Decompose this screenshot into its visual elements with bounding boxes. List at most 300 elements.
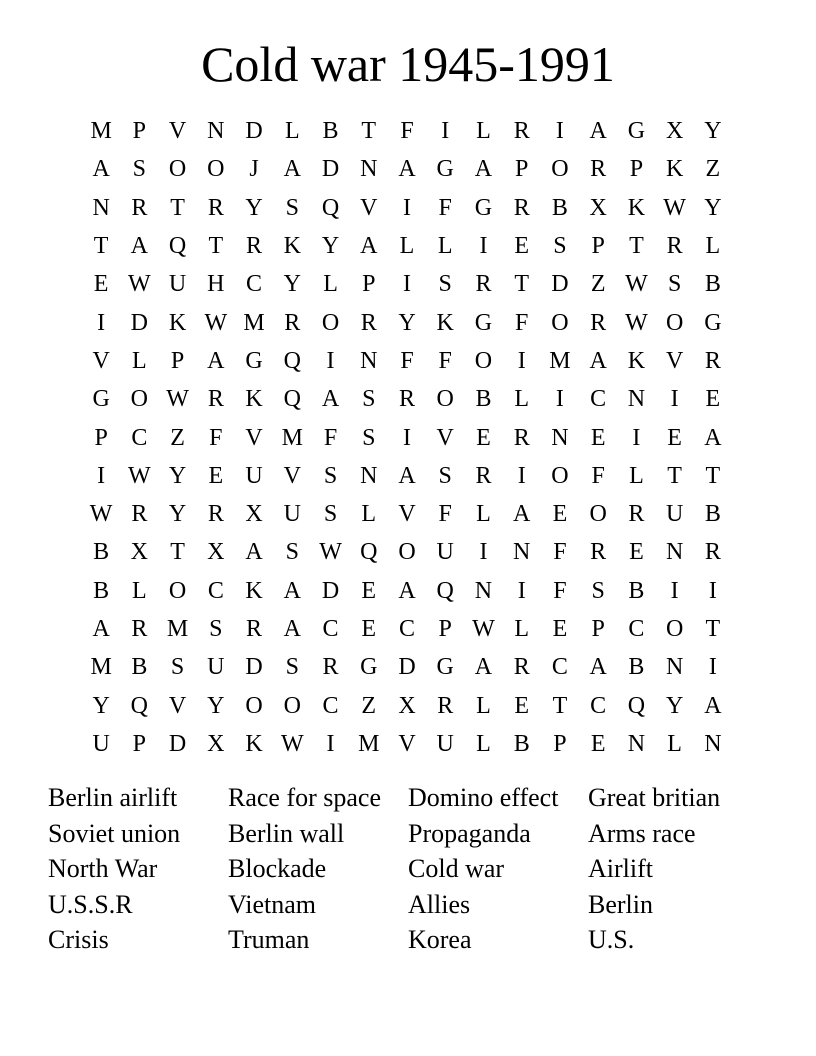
grid-letter[interactable]: Y <box>704 194 722 221</box>
grid-letter[interactable]: O <box>130 386 149 413</box>
grid-letter[interactable]: O <box>398 539 416 566</box>
grid-letter[interactable]: Z <box>705 156 721 183</box>
grid-letter[interactable]: S <box>285 539 299 566</box>
grid-letter[interactable]: R <box>437 692 454 719</box>
grid-letter[interactable]: S <box>323 462 338 489</box>
grid-letter[interactable]: Y <box>398 309 416 336</box>
grid-letter[interactable]: R <box>360 309 377 336</box>
grid-letter[interactable]: B <box>93 539 110 566</box>
grid-letter[interactable]: V <box>665 347 684 374</box>
grid-letter[interactable]: W <box>166 386 189 413</box>
grid-letter[interactable]: W <box>128 462 151 489</box>
grid-letter[interactable]: Y <box>92 692 110 719</box>
grid-letter[interactable]: C <box>628 616 645 642</box>
grid-letter[interactable]: D <box>551 271 569 298</box>
grid-letter[interactable]: R <box>475 462 492 489</box>
grid-letter[interactable]: N <box>704 730 722 757</box>
grid-letter[interactable]: X <box>665 118 684 145</box>
grid-row <box>82 648 732 686</box>
grid-letter[interactable]: X <box>589 194 607 221</box>
word-list-item: Arms race <box>588 818 696 848</box>
grid-letter[interactable]: E <box>590 730 606 757</box>
grid-letter[interactable]: P <box>553 730 567 757</box>
grid-letter[interactable]: D <box>321 156 340 183</box>
grid-letter[interactable]: N <box>665 654 684 681</box>
grid-letter[interactable]: F <box>209 424 223 451</box>
grid-letter[interactable]: F <box>553 577 567 604</box>
grid-letter[interactable]: O <box>436 386 454 413</box>
grid-letter[interactable]: V <box>436 424 454 451</box>
grid-letter[interactable]: S <box>591 577 605 604</box>
grid-letter[interactable]: L <box>399 233 415 260</box>
grid-letter[interactable]: G <box>627 118 646 145</box>
grid-letter[interactable]: M <box>281 424 303 451</box>
grid-letter[interactable]: D <box>168 730 187 757</box>
grid-letter[interactable]: V <box>360 194 378 221</box>
grid-letter[interactable]: I <box>517 577 526 604</box>
grid-letter[interactable]: G <box>474 309 493 336</box>
grid-letter[interactable]: C <box>590 692 607 719</box>
grid-letter[interactable]: I <box>97 462 106 489</box>
grid-letter[interactable]: P <box>170 347 185 374</box>
grid-letter[interactable]: K <box>245 730 263 757</box>
grid-letter[interactable]: Y <box>168 501 187 528</box>
grid-letter[interactable]: L <box>476 730 491 757</box>
grid-letter[interactable]: F <box>438 194 452 221</box>
grid-letter[interactable]: E <box>476 424 491 451</box>
grid-letter[interactable]: A <box>283 616 301 642</box>
grid-letter[interactable]: W <box>204 309 228 336</box>
grid-letter[interactable]: T <box>361 118 377 145</box>
grid-letter[interactable]: T <box>170 539 185 566</box>
grid-letter[interactable]: F <box>591 462 605 489</box>
grid-letter[interactable]: N <box>360 462 378 489</box>
grid-letter[interactable]: R <box>131 616 148 642</box>
grid-letter[interactable]: R <box>704 539 721 566</box>
grid-letter[interactable]: L <box>629 462 644 489</box>
grid-letter[interactable]: V <box>398 730 416 757</box>
grid-letter[interactable]: W <box>89 501 113 528</box>
grid-letter[interactable]: A <box>321 386 340 413</box>
grid-letter[interactable]: G <box>436 156 454 183</box>
grid-letter[interactable]: I <box>479 539 488 566</box>
grid-letter[interactable]: Y <box>245 194 263 221</box>
grid-letter[interactable]: P <box>132 118 147 145</box>
grid-letter[interactable]: C <box>551 654 568 681</box>
grid-letter[interactable]: E <box>514 233 530 260</box>
grid-letter[interactable]: N <box>627 386 646 413</box>
grid-letter[interactable]: B <box>131 654 148 681</box>
grid-letter[interactable]: R <box>398 386 415 413</box>
grid-letter[interactable]: T <box>170 194 185 221</box>
grid-letter[interactable]: R <box>590 309 607 336</box>
grid-letter[interactable]: A <box>92 616 110 642</box>
word-list-item: North War <box>48 854 158 883</box>
grid-letter[interactable]: R <box>704 347 721 374</box>
grid-letter[interactable]: M <box>90 654 112 681</box>
grid-letter[interactable]: O <box>665 616 684 642</box>
grid-letter[interactable]: Y <box>321 233 340 260</box>
word-list-item: Allies <box>408 889 471 919</box>
grid-letter[interactable]: Q <box>321 194 340 221</box>
grid-letter[interactable]: W <box>663 194 686 221</box>
grid-letter[interactable]: A <box>589 347 607 374</box>
grid-letter[interactable]: T <box>208 233 224 260</box>
grid-letter[interactable]: A <box>589 118 607 145</box>
grid-letter[interactable]: F <box>438 347 452 374</box>
grid-letter[interactable]: Q <box>283 347 301 374</box>
grid-letter[interactable]: A <box>283 156 301 183</box>
grid-letter[interactable]: A <box>474 654 493 681</box>
grid-letter[interactable]: S <box>209 616 223 642</box>
grid-letter[interactable]: E <box>93 271 109 298</box>
grid-letter[interactable]: S <box>362 386 376 413</box>
grid-letter[interactable]: V <box>283 462 301 489</box>
grid-letter[interactable]: R <box>590 156 607 183</box>
grid-letter[interactable]: K <box>627 194 646 221</box>
grid-letter[interactable]: P <box>132 730 147 757</box>
grid-letter[interactable]: E <box>208 462 224 489</box>
grid-letter[interactable]: G <box>245 347 263 374</box>
grid-letter[interactable]: U <box>436 539 454 566</box>
grid-letter[interactable]: S <box>285 194 299 221</box>
word-list <box>48 781 788 959</box>
grid-letter[interactable]: O <box>207 156 225 183</box>
grid-letter[interactable]: G <box>436 654 454 681</box>
grid-letter[interactable]: I <box>670 577 679 604</box>
grid-letter[interactable]: I <box>670 386 679 413</box>
grid-letter[interactable]: R <box>590 539 607 566</box>
grid-letter[interactable]: A <box>513 501 531 528</box>
grid-letter[interactable]: F <box>515 309 529 336</box>
grid-row <box>82 342 732 380</box>
grid-letter[interactable]: K <box>627 347 646 374</box>
grid-letter[interactable]: Q <box>130 692 149 719</box>
grid-letter[interactable]: R <box>513 654 530 681</box>
grid-letter[interactable]: L <box>514 386 530 413</box>
grid-letter[interactable]: N <box>207 118 225 145</box>
grid-letter[interactable]: U <box>283 501 301 528</box>
grid-letter[interactable]: E <box>667 424 682 451</box>
grid-letter[interactable]: A <box>474 156 493 183</box>
grid-letter[interactable]: T <box>552 692 568 719</box>
grid-letter[interactable]: L <box>132 347 147 374</box>
grid-letter[interactable]: X <box>207 539 225 566</box>
grid-letter[interactable]: L <box>437 233 453 260</box>
grid-letter[interactable]: C <box>398 616 415 642</box>
grid-letter[interactable]: R <box>666 233 683 260</box>
grid-letter[interactable]: R <box>207 501 224 528</box>
grid-letter[interactable]: O <box>551 462 569 489</box>
grid-letter[interactable]: A <box>398 577 416 604</box>
grid-letter[interactable]: L <box>132 577 147 604</box>
grid-letter[interactable]: X <box>398 692 416 719</box>
grid-letter[interactable]: V <box>168 692 187 719</box>
grid-letter[interactable]: Q <box>168 233 187 260</box>
grid-letter[interactable]: R <box>246 233 263 260</box>
grid-letter[interactable]: E <box>361 577 377 604</box>
grid-row <box>82 533 732 571</box>
grid-letter[interactable]: I <box>708 577 717 604</box>
grid-letter[interactable]: D <box>245 654 263 681</box>
grid-letter[interactable]: R <box>246 616 263 642</box>
grid-letter[interactable]: R <box>513 424 530 451</box>
grid-row <box>82 418 732 456</box>
grid-letter[interactable]: E <box>705 386 721 413</box>
grid-letter[interactable]: P <box>591 616 605 642</box>
grid-letter[interactable]: P <box>438 616 452 642</box>
grid-letter[interactable]: L <box>476 118 491 145</box>
grid-row <box>82 686 732 724</box>
grid-letter[interactable]: G <box>92 386 110 413</box>
grid-letter[interactable]: U <box>168 271 187 298</box>
grid-letter[interactable]: L <box>476 501 491 528</box>
grid-letter[interactable]: I <box>517 347 526 374</box>
grid-letter[interactable]: J <box>249 156 259 183</box>
grid-letter[interactable]: B <box>322 118 339 145</box>
grid-letter[interactable]: B <box>628 577 645 604</box>
grid-letter[interactable]: K <box>245 577 263 604</box>
grid-letter[interactable]: B <box>475 386 492 413</box>
grid-letter[interactable]: B <box>704 501 721 528</box>
grid-letter[interactable]: K <box>283 233 301 260</box>
grid-letter[interactable]: B <box>628 654 645 681</box>
grid-letter[interactable]: S <box>285 654 299 681</box>
grid-letter[interactable]: A <box>245 539 263 566</box>
grid-letter[interactable]: B <box>551 194 568 221</box>
grid-letter[interactable]: A <box>398 156 416 183</box>
grid-letter[interactable]: O <box>551 156 569 183</box>
grid-letter[interactable]: P <box>94 424 108 451</box>
grid-letter[interactable]: S <box>667 271 682 298</box>
grid-letter[interactable]: V <box>168 118 187 145</box>
grid-letter[interactable]: I <box>402 194 411 221</box>
grid-letter[interactable]: E <box>552 501 568 528</box>
grid-letter[interactable]: N <box>360 156 378 183</box>
grid-letter[interactable]: W <box>625 271 648 298</box>
grid-letter[interactable]: I <box>517 462 526 489</box>
grid-letter[interactable]: A <box>589 654 607 681</box>
grid-letter[interactable]: Y <box>665 692 684 719</box>
grid-letter[interactable]: R <box>628 501 645 528</box>
grid-letter[interactable]: R <box>207 386 224 413</box>
grid-letter[interactable]: T <box>629 233 644 260</box>
grid-row <box>82 725 732 763</box>
grid-letter[interactable]: A <box>130 233 149 260</box>
grid-letter[interactable]: S <box>132 156 147 183</box>
grid-letter[interactable]: B <box>93 577 110 604</box>
grid-letter[interactable]: L <box>323 271 338 298</box>
grid-letter[interactable]: C <box>322 616 339 642</box>
grid-letter[interactable]: A <box>283 577 301 604</box>
grid-letter[interactable]: O <box>321 309 340 336</box>
grid-letter[interactable]: R <box>322 654 339 681</box>
grid-letter[interactable]: H <box>207 271 225 298</box>
grid-letter[interactable]: S <box>438 462 452 489</box>
grid-letter[interactable]: O <box>551 309 569 336</box>
grid-letter[interactable]: E <box>552 616 568 642</box>
grid-letter[interactable]: W <box>128 271 151 298</box>
grid-letter[interactable]: T <box>667 462 682 489</box>
grid-letter[interactable]: I <box>402 424 411 451</box>
grid-letter[interactable]: I <box>555 386 564 413</box>
grid-letter[interactable]: S <box>362 424 376 451</box>
grid-letter[interactable]: M <box>549 347 571 374</box>
grid-letter[interactable]: R <box>513 194 530 221</box>
grid-letter[interactable]: G <box>704 309 722 336</box>
grid-letter[interactable]: F <box>400 118 414 145</box>
grid-letter[interactable]: R <box>513 118 530 145</box>
grid-letter[interactable]: I <box>708 654 717 681</box>
grid-letter[interactable]: K <box>245 386 263 413</box>
grid-letter[interactable]: W <box>472 616 495 642</box>
grid-letter[interactable]: Z <box>590 271 606 298</box>
grid-letter[interactable]: O <box>168 156 187 183</box>
grid-letter[interactable]: I <box>402 271 411 298</box>
grid-letter[interactable]: S <box>170 654 185 681</box>
grid-letter[interactable]: T <box>705 462 721 489</box>
grid-letter[interactable]: N <box>513 539 531 566</box>
grid-letter[interactable]: I <box>326 347 335 374</box>
grid-letter[interactable]: D <box>321 577 340 604</box>
grid-letter[interactable]: K <box>168 309 187 336</box>
grid-letter[interactable]: Q <box>283 386 301 413</box>
grid-letter[interactable]: E <box>514 692 530 719</box>
grid-letter[interactable]: X <box>245 501 263 528</box>
grid-letter[interactable]: T <box>93 233 109 260</box>
grid-letter[interactable]: P <box>362 271 376 298</box>
grid-letter[interactable]: F <box>400 347 414 374</box>
grid-letter[interactable]: F <box>323 424 338 451</box>
grid-letter[interactable]: B <box>704 271 721 298</box>
grid-letter[interactable]: O <box>474 347 493 374</box>
grid-letter[interactable]: X <box>207 730 225 757</box>
grid-letter[interactable]: V <box>245 424 263 451</box>
grid-letter[interactable]: K <box>665 156 684 183</box>
grid-letter[interactable]: Y <box>207 692 225 719</box>
grid-letter[interactable]: V <box>92 347 110 374</box>
grid-letter[interactable]: N <box>551 424 569 451</box>
grid-letter[interactable]: I <box>632 424 641 451</box>
grid-letter[interactable]: A <box>360 233 378 260</box>
grid-letter[interactable]: M <box>90 118 112 145</box>
grid-letter[interactable]: T <box>514 271 530 298</box>
grid-letter[interactable]: L <box>476 692 491 719</box>
grid-letter[interactable]: Q <box>436 577 454 604</box>
grid-letter[interactable]: T <box>705 616 721 642</box>
grid-letter[interactable]: D <box>130 309 149 336</box>
grid-letter[interactable]: A <box>398 462 416 489</box>
grid-letter[interactable]: W <box>280 730 304 757</box>
grid-letter[interactable]: Y <box>168 462 187 489</box>
grid-letter[interactable]: I <box>326 730 335 757</box>
grid-letter[interactable]: O <box>168 577 187 604</box>
grid-letter[interactable]: E <box>590 424 606 451</box>
grid-letter[interactable]: Q <box>627 692 646 719</box>
grid-letter[interactable]: Z <box>361 692 377 719</box>
grid-letter[interactable]: Z <box>170 424 185 451</box>
grid-letter[interactable]: M <box>358 730 380 757</box>
grid-letter[interactable]: F <box>438 501 452 528</box>
grid-letter[interactable]: I <box>555 118 564 145</box>
grid-letter[interactable]: I <box>97 309 106 336</box>
grid-letter[interactable]: L <box>705 233 721 260</box>
grid-letter[interactable]: U <box>207 654 225 681</box>
grid-letter[interactable]: R <box>131 194 148 221</box>
grid-letter[interactable]: N <box>92 194 110 221</box>
grid-letter[interactable]: G <box>474 194 493 221</box>
grid-letter[interactable]: K <box>436 309 454 336</box>
grid-letter[interactable]: D <box>245 118 263 145</box>
grid-letter[interactable]: B <box>513 730 530 757</box>
grid-letter[interactable]: L <box>667 730 682 757</box>
grid-letter[interactable]: P <box>591 233 605 260</box>
grid-letter[interactable]: W <box>319 539 342 566</box>
grid-letter[interactable]: U <box>436 730 454 757</box>
word-list-item: U.S.S.R <box>48 889 133 919</box>
grid-letter[interactable]: W <box>625 309 648 336</box>
grid-letter[interactable]: Y <box>704 118 722 145</box>
grid-letter[interactable]: R <box>131 501 148 528</box>
grid-letter[interactable]: O <box>665 309 684 336</box>
grid-letter[interactable]: D <box>398 654 416 681</box>
grid-letter[interactable]: U <box>665 501 684 528</box>
grid-letter[interactable]: L <box>514 616 530 642</box>
grid-letter[interactable]: O <box>245 692 263 719</box>
grid-letter[interactable]: I <box>479 233 488 260</box>
grid-letter[interactable]: X <box>130 539 149 566</box>
grid-letter[interactable]: M <box>243 309 265 336</box>
grid-letter[interactable]: N <box>474 577 493 604</box>
grid-letter[interactable]: Y <box>283 271 301 298</box>
grid-letter[interactable]: S <box>438 271 452 298</box>
grid-letter[interactable]: N <box>627 730 646 757</box>
grid-letter[interactable]: F <box>553 539 567 566</box>
grid-letter[interactable]: C <box>322 692 339 719</box>
grid-letter[interactable]: R <box>284 309 301 336</box>
grid-letter[interactable]: U <box>92 730 110 757</box>
grid-letter[interactable]: L <box>284 118 300 145</box>
grid-letter[interactable]: N <box>360 347 378 374</box>
grid-letter[interactable]: P <box>515 156 529 183</box>
grid-letter[interactable]: U <box>245 462 263 489</box>
grid-letter[interactable]: R <box>475 271 492 298</box>
grid-letter[interactable]: S <box>553 233 567 260</box>
grid-letter[interactable]: P <box>629 156 644 183</box>
grid-letter[interactable]: E <box>629 539 644 566</box>
grid-letter[interactable]: G <box>360 654 378 681</box>
grid-letter[interactable]: O <box>283 692 301 719</box>
grid-letter[interactable]: A <box>92 156 110 183</box>
grid-letter[interactable]: C <box>207 577 224 604</box>
grid-letter[interactable]: A <box>704 692 722 719</box>
grid-letter[interactable]: N <box>665 539 684 566</box>
grid-letter[interactable]: C <box>246 271 263 298</box>
grid-letter[interactable]: A <box>704 424 722 451</box>
grid-letter[interactable]: I <box>441 118 450 145</box>
grid-letter[interactable]: C <box>131 424 148 451</box>
grid-letter[interactable]: C <box>590 386 607 413</box>
grid-letter[interactable]: A <box>207 347 225 374</box>
grid-letter[interactable]: E <box>361 616 377 642</box>
grid-letter[interactable]: M <box>166 616 189 642</box>
grid-letter[interactable]: O <box>589 501 607 528</box>
grid-letter[interactable]: Q <box>360 539 378 566</box>
grid-letter[interactable]: S <box>323 501 338 528</box>
grid-letter[interactable]: R <box>207 194 224 221</box>
grid-letter[interactable]: L <box>361 501 377 528</box>
grid-letter[interactable]: V <box>398 501 416 528</box>
